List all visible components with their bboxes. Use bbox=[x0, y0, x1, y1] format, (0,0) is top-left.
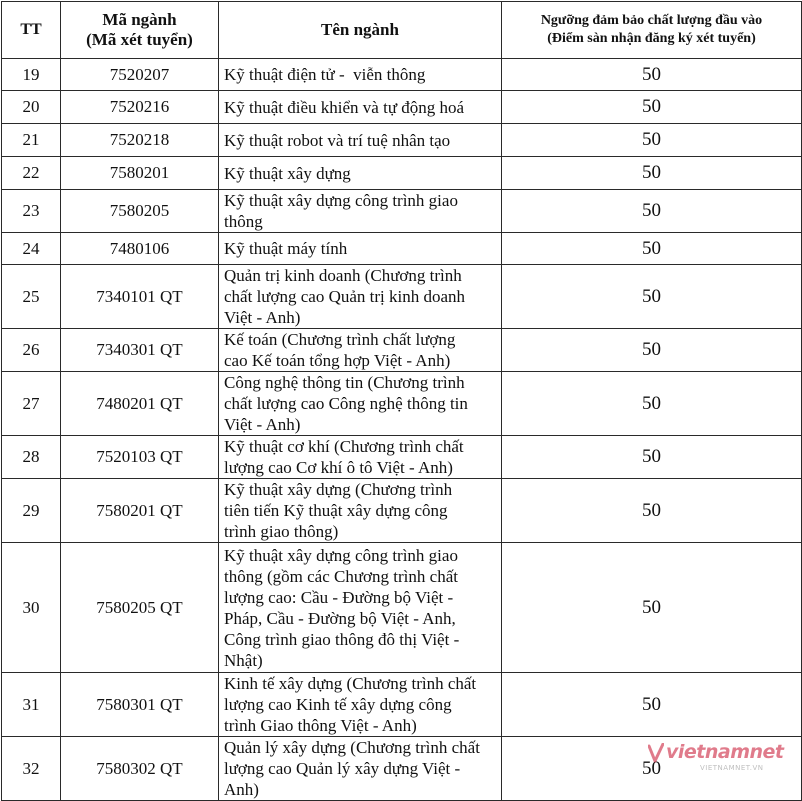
table-row bbox=[2, 737, 802, 801]
major-code: 7340301 QT bbox=[61, 329, 219, 372]
major-code: 7580201 bbox=[61, 157, 219, 190]
major-code: 7580205 bbox=[61, 190, 219, 233]
major-name: Kinh tế xây dựng (Chương trình chất lượng cao Kinh tế xây dựng công trình Giao thông Việt - Anh) bbox=[219, 673, 502, 737]
threshold-score: 50 bbox=[502, 543, 802, 673]
threshold-score: 50 bbox=[502, 190, 802, 233]
row-number: 23 bbox=[2, 190, 61, 233]
major-name: Kỹ thuật máy tính bbox=[219, 233, 502, 265]
table-row bbox=[2, 329, 802, 372]
row-number: 24 bbox=[2, 233, 61, 265]
threshold-score: 50 bbox=[502, 673, 802, 737]
threshold-score: 50 bbox=[502, 436, 802, 479]
header-row bbox=[2, 2, 802, 59]
admission-threshold-table bbox=[1, 1, 802, 801]
header-major-name: Tên ngành bbox=[219, 2, 502, 59]
table-row bbox=[2, 190, 802, 233]
threshold-score: 50 bbox=[502, 91, 802, 124]
major-code: 7520103 QT bbox=[61, 436, 219, 479]
major-code: 7520216 bbox=[61, 91, 219, 124]
table-row bbox=[2, 372, 802, 436]
row-number: 19 bbox=[2, 59, 61, 91]
row-number: 32 bbox=[2, 737, 61, 801]
threshold-score: 50 bbox=[502, 157, 802, 190]
threshold-score: 50 bbox=[502, 479, 802, 543]
row-number: 25 bbox=[2, 265, 61, 329]
header-threshold: Ngưỡng đảm bảo chất lượng đầu vào (Điểm sàn nhận đăng ký xét tuyển) bbox=[502, 2, 802, 59]
row-number: 29 bbox=[2, 479, 61, 543]
row-number: 27 bbox=[2, 372, 61, 436]
major-code: 7580201 QT bbox=[61, 479, 219, 543]
table-row bbox=[2, 436, 802, 479]
watermark-text: vietnamnet bbox=[666, 741, 784, 763]
major-name: Kỹ thuật xây dựng công trình giao thông bbox=[219, 190, 502, 233]
table-header bbox=[2, 2, 802, 59]
major-name: Kỹ thuật robot và trí tuệ nhân tạo bbox=[219, 124, 502, 157]
table-row bbox=[2, 157, 802, 190]
major-code: 7580205 QT bbox=[61, 543, 219, 673]
table-row bbox=[2, 543, 802, 673]
major-code: 7480106 bbox=[61, 233, 219, 265]
table-row bbox=[2, 124, 802, 157]
threshold-score: 50 bbox=[502, 265, 802, 329]
major-name: Kỹ thuật xây dựng công trình giao thông (gồm các Chương trình chất lượng cao: Cầu - Đường bộ Việt - Pháp, Cầu - Đường bộ Việt - Anh, Công trình giao thông đô thị Việt - Nhật) bbox=[219, 543, 502, 673]
table-body bbox=[2, 59, 802, 801]
table-row bbox=[2, 91, 802, 124]
row-number: 22 bbox=[2, 157, 61, 190]
major-name: Kỹ thuật điều khiển và tự động hoá bbox=[219, 91, 502, 124]
major-name: Kỹ thuật xây dựng bbox=[219, 157, 502, 190]
major-name: Quản trị kinh doanh (Chương trình chất lượng cao Quản trị kinh doanh Việt - Anh) bbox=[219, 265, 502, 329]
row-number: 21 bbox=[2, 124, 61, 157]
row-number: 20 bbox=[2, 91, 61, 124]
table-row bbox=[2, 59, 802, 91]
major-code: 7520207 bbox=[61, 59, 219, 91]
threshold-score: 50 bbox=[502, 737, 802, 801]
row-number: 31 bbox=[2, 673, 61, 737]
major-name: Quản lý xây dựng (Chương trình chất lượng cao Quản lý xây dựng Việt - Anh) bbox=[219, 737, 502, 801]
row-number: 30 bbox=[2, 543, 61, 673]
major-name: Kỹ thuật cơ khí (Chương trình chất lượng cao Cơ khí ô tô Việt - Anh) bbox=[219, 436, 502, 479]
row-number: 26 bbox=[2, 329, 61, 372]
major-name: Kỹ thuật xây dựng (Chương trình tiên tiến Kỹ thuật xây dựng công trình giao thông) bbox=[219, 479, 502, 543]
table-row bbox=[2, 265, 802, 329]
major-code: 7580301 QT bbox=[61, 673, 219, 737]
threshold-score: 50 bbox=[502, 124, 802, 157]
major-code: 7580302 QT bbox=[61, 737, 219, 801]
threshold-score: 50 bbox=[502, 233, 802, 265]
major-code: 7480201 QT bbox=[61, 372, 219, 436]
header-major-code: Mã ngành (Mã xét tuyển) bbox=[61, 2, 219, 59]
major-name: Công nghệ thông tin (Chương trình chất lượng cao Công nghệ thông tin Việt - Anh) bbox=[219, 372, 502, 436]
threshold-score: 50 bbox=[502, 372, 802, 436]
header-tt: TT bbox=[2, 2, 61, 59]
threshold-score: 50 bbox=[502, 59, 802, 91]
row-number: 28 bbox=[2, 436, 61, 479]
table-row bbox=[2, 479, 802, 543]
major-code: 7520218 bbox=[61, 124, 219, 157]
table-row bbox=[2, 673, 802, 737]
major-code: 7340101 QT bbox=[61, 265, 219, 329]
major-name: Kỹ thuật điện tử - viễn thông bbox=[219, 59, 502, 91]
threshold-score: 50 bbox=[502, 329, 802, 372]
table-row bbox=[2, 233, 802, 265]
watermark-subtext: VIETNAMNET.VN bbox=[700, 764, 764, 772]
major-name: Kế toán (Chương trình chất lượng cao Kế toán tổng hợp Việt - Anh) bbox=[219, 329, 502, 372]
